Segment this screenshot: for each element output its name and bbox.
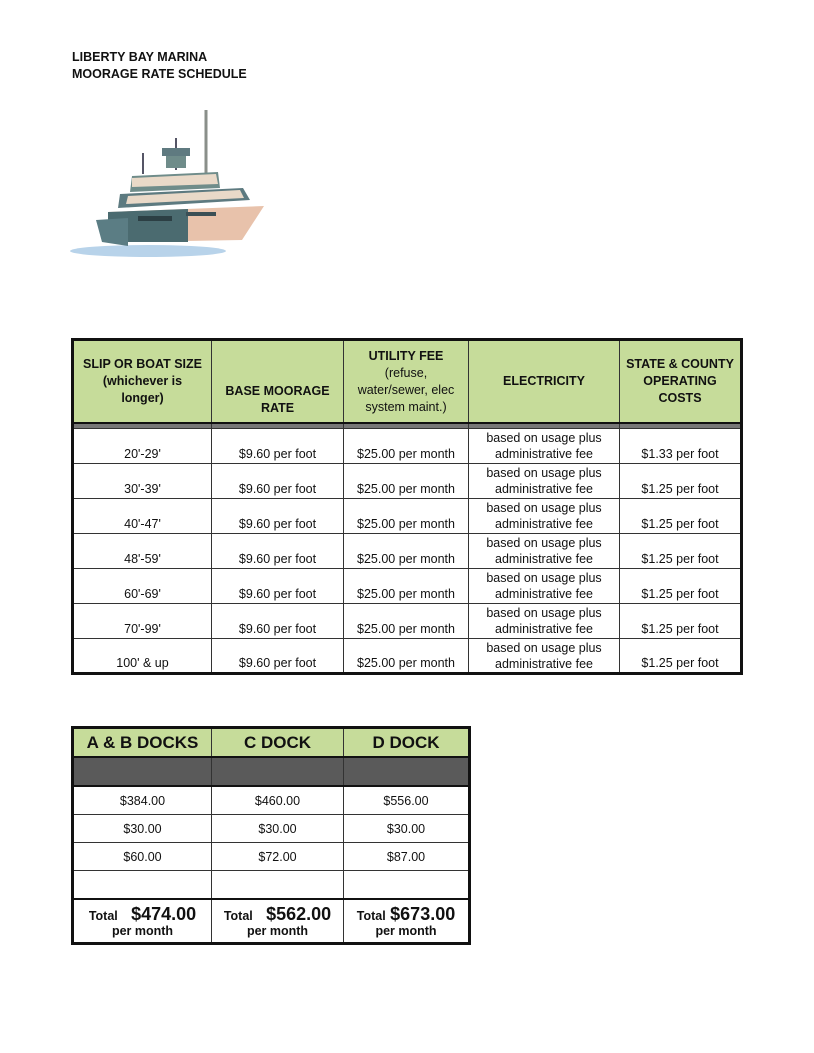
moorage-rate-table: [71, 338, 743, 675]
dock-totals-table: [71, 726, 471, 945]
electricity-line: administrative fee: [495, 622, 593, 636]
header-text: water/sewer, elec: [357, 382, 455, 397]
schedule-title: MOORAGE RATE SCHEDULE: [72, 67, 247, 81]
header-text: UTILITY FEE: [368, 348, 444, 363]
electricity-line: based on usage plus: [486, 466, 602, 480]
electricity-cell: [469, 464, 620, 499]
electricity-line: administrative fee: [495, 447, 593, 461]
electricity-cell: [469, 429, 620, 464]
total-ab: [73, 899, 212, 944]
dock-amount-cell: $556.00: [344, 786, 470, 815]
base-rate-cell: $9.60 per foot: [212, 604, 344, 639]
electricity-line: based on usage plus: [486, 536, 602, 550]
rate-row: [73, 639, 742, 674]
utility-fee-cell: $25.00 per month: [344, 499, 469, 534]
dock-amount-cell: $87.00: [344, 843, 470, 871]
state-county-cell: $1.33 per foot: [620, 429, 742, 464]
dock-blank-row: [73, 871, 470, 900]
electricity-line: based on usage plus: [486, 640, 602, 655]
col-electricity: [469, 340, 620, 424]
rate-row: [73, 464, 742, 499]
per-month-label: per month: [375, 923, 437, 938]
rate-row: [73, 429, 742, 464]
electricity-line: administrative fee: [495, 587, 593, 601]
total-amount: $673.00: [390, 903, 456, 924]
base-rate-cell: $9.60 per foot: [212, 534, 344, 569]
electricity-cell: [469, 534, 620, 569]
header-text: BASE MOORAGE: [225, 384, 330, 398]
electricity-cell: [469, 499, 620, 534]
yacht-illustration: [68, 108, 268, 263]
dock-amount-cell: $72.00: [212, 843, 344, 871]
base-rate-cell: $9.60 per foot: [212, 429, 344, 464]
slip-size-cell: 48'-59': [73, 534, 212, 569]
per-month-label: per month: [111, 923, 174, 938]
empty-cell: [212, 871, 344, 900]
dock-separator-row: [73, 757, 470, 786]
header-text: (refuse,: [384, 365, 428, 380]
slip-size-cell: 70'-99': [73, 604, 212, 639]
total-label: Total: [223, 908, 253, 923]
rate-row: [73, 499, 742, 534]
total-label: Total: [88, 908, 118, 923]
base-rate-cell: $9.60 per foot: [212, 639, 344, 674]
dock-row: [73, 815, 470, 843]
per-month-label: per month: [246, 923, 309, 938]
utility-fee-cell: $25.00 per month: [344, 639, 469, 674]
total-label: Total: [356, 908, 386, 923]
dock-amount-cell: $384.00: [73, 786, 212, 815]
header-text: longer): [121, 391, 164, 405]
header-text: COSTS: [658, 391, 702, 405]
header-text: RATE: [260, 401, 295, 415]
utility-fee-cell: $25.00 per month: [344, 534, 469, 569]
electricity-line: administrative fee: [495, 552, 593, 566]
dock-amount-cell: $30.00: [73, 815, 212, 843]
utility-fee-cell: $25.00 per month: [344, 464, 469, 499]
dock-amount-cell: $30.00: [212, 815, 344, 843]
col-d-dock: D DOCK: [344, 728, 470, 758]
col-c-dock: C DOCK: [212, 728, 344, 758]
dock-amount-cell: $60.00: [73, 843, 212, 871]
dock-amount-cell: $460.00: [212, 786, 344, 815]
dock-header-row: [73, 728, 470, 758]
header-text: STATE & COUNTY: [626, 357, 734, 371]
state-county-cell: $1.25 per foot: [620, 499, 742, 534]
rate-row: [73, 534, 742, 569]
col-ab-docks: A & B DOCKS: [73, 728, 212, 758]
state-county-cell: $1.25 per foot: [620, 464, 742, 499]
rate-row: [73, 569, 742, 604]
state-county-cell: $1.25 per foot: [620, 534, 742, 569]
header-text: (whichever is: [102, 374, 183, 388]
col-state-county: [620, 340, 742, 424]
dock-amount-cell: $30.00: [344, 815, 470, 843]
electricity-line: based on usage plus: [486, 606, 602, 620]
header-text: SLIP OR BOAT SIZE: [83, 357, 202, 371]
electricity-cell: [469, 569, 620, 604]
slip-size-cell: 40'-47': [73, 499, 212, 534]
empty-cell: [73, 871, 212, 900]
header-text: system maint.): [365, 399, 447, 414]
electricity-line: based on usage plus: [486, 571, 602, 585]
slip-size-cell: 30'-39': [73, 464, 212, 499]
col-slip-size: [73, 340, 212, 424]
dock-row: [73, 843, 470, 871]
slip-size-cell: 20'-29': [73, 429, 212, 464]
electricity-line: administrative fee: [495, 517, 593, 531]
col-utility-fee: [344, 340, 469, 424]
electricity-line: administrative fee: [495, 482, 593, 496]
slip-size-cell: 100' & up: [73, 639, 212, 674]
empty-cell: [344, 871, 470, 900]
rate-table-header: [73, 340, 742, 424]
page-title: [72, 49, 247, 83]
total-amount: $562.00: [266, 903, 332, 924]
header-text: OPERATING: [643, 374, 717, 388]
total-d: [344, 899, 470, 944]
state-county-cell: $1.25 per foot: [620, 569, 742, 604]
dock-row: [73, 786, 470, 815]
electricity-line: based on usage plus: [486, 501, 602, 515]
header-text: ELECTRICITY: [503, 374, 585, 388]
base-rate-cell: $9.60 per foot: [212, 499, 344, 534]
slip-size-cell: 60'-69': [73, 569, 212, 604]
state-county-cell: $1.25 per foot: [620, 639, 742, 674]
utility-fee-cell: $25.00 per month: [344, 604, 469, 639]
total-c: [212, 899, 344, 944]
base-rate-cell: $9.60 per foot: [212, 464, 344, 499]
utility-fee-cell: $25.00 per month: [344, 429, 469, 464]
dock-total-row: [73, 899, 470, 944]
total-amount: $474.00: [131, 903, 197, 924]
marina-name: LIBERTY BAY MARINA: [72, 50, 208, 64]
electricity-line: administrative fee: [495, 656, 593, 671]
col-base-rate: [212, 340, 344, 424]
electricity-cell: [469, 639, 620, 674]
base-rate-cell: $9.60 per foot: [212, 569, 344, 604]
rate-row: [73, 604, 742, 639]
electricity-cell: [469, 604, 620, 639]
electricity-line: based on usage plus: [486, 431, 602, 445]
utility-fee-cell: $25.00 per month: [344, 569, 469, 604]
state-county-cell: $1.25 per foot: [620, 604, 742, 639]
